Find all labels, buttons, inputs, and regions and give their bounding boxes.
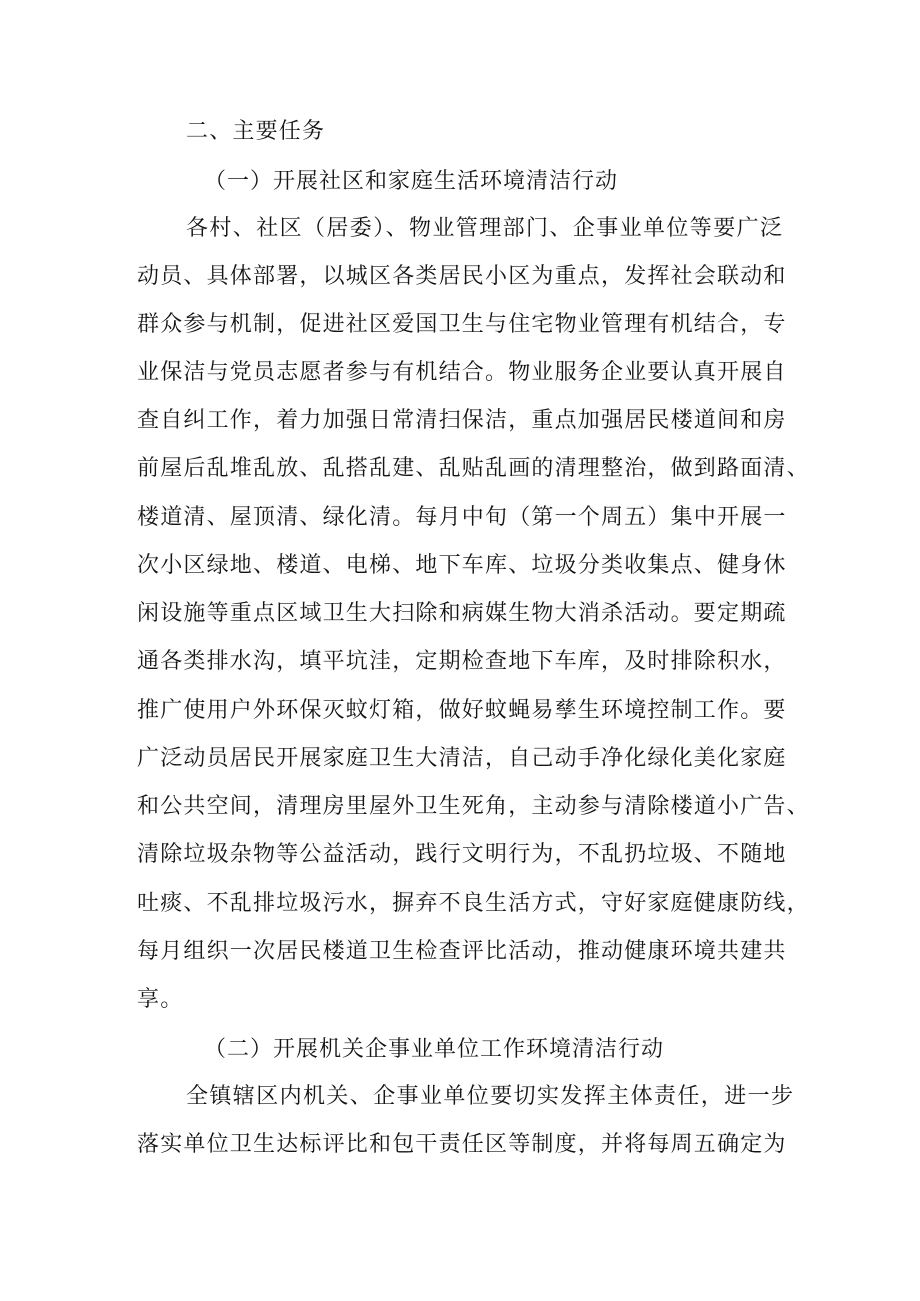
section-1-title: （一）开展社区和家庭生活环境清洁行动 bbox=[204, 169, 619, 194]
paragraph-line: 楼道清、屋顶清、绿化清。每月中旬（第一个周五）集中开展一 bbox=[137, 505, 787, 530]
paragraph-line: 业保洁与党员志愿者参与有机结合。物业服务企业要认真开展自 bbox=[137, 360, 787, 385]
paragraph-line: 吐痰、不乱排垃圾污水，摒弃不良生活方式，守好家庭健康防线， bbox=[137, 891, 810, 916]
paragraph-line: 落实单位卫生达标评比和包干责任区等制度，并将每周五确定为 bbox=[137, 1132, 787, 1157]
section-2-title: （二）开展机关企事业单位工作环境清洁行动 bbox=[204, 1037, 665, 1062]
paragraph-line: 通各类排水沟，填平坑洼，定期检查地下车库，及时排除积水， bbox=[137, 649, 787, 674]
paragraph-line: 享。 bbox=[137, 987, 184, 1012]
paragraph-line: 清除垃圾杂物等公益活动，践行文明行为，不乱扔垃圾、不随地 bbox=[137, 842, 787, 867]
paragraph-line: 动员、具体部署，以城区各类居民小区为重点，发挥社会联动和 bbox=[137, 264, 787, 289]
paragraph-line: 各村、社区（居委）、物业管理部门、企事业单位等要广泛 bbox=[186, 216, 784, 241]
paragraph-line: 前屋后乱堆乱放、乱搭乱建、乱贴乱画的清理整治，做到路面清、 bbox=[137, 456, 810, 481]
paragraph-line: 全镇辖区内机关、企事业单位要切实发挥主体责任，进一步 bbox=[186, 1084, 795, 1109]
paragraph-line: 闲设施等重点区域卫生大扫除和病媒生物大消杀活动。要定期疏 bbox=[137, 601, 787, 626]
paragraph-line: 广泛动员居民开展家庭卫生大清洁，自己动手净化绿化美化家庭 bbox=[137, 746, 787, 771]
paragraph-line: 推广使用户外环保灭蚊灯箱，做好蚊蝇易孳生环境控制工作。要 bbox=[137, 698, 787, 723]
main-tasks-heading: 二、主要任务 bbox=[186, 119, 326, 144]
paragraph-line: 群众参与机制，促进社区爱国卫生与住宅物业管理有机结合，专 bbox=[137, 312, 787, 337]
paragraph-line: 每月组织一次居民楼道卫生检查评比活动，推动健康环境共建共 bbox=[137, 939, 787, 964]
paragraph-line: 次小区绿地、楼道、电梯、地下车库、垃圾分类收集点、健身休 bbox=[137, 553, 787, 578]
paragraph-line: 查自纠工作，着力加强日常清扫保洁，重点加强居民楼道间和房 bbox=[137, 408, 787, 433]
paragraph-line: 和公共空间，清理房里屋外卫生死角，主动参与清除楼道小广告、 bbox=[137, 794, 810, 819]
